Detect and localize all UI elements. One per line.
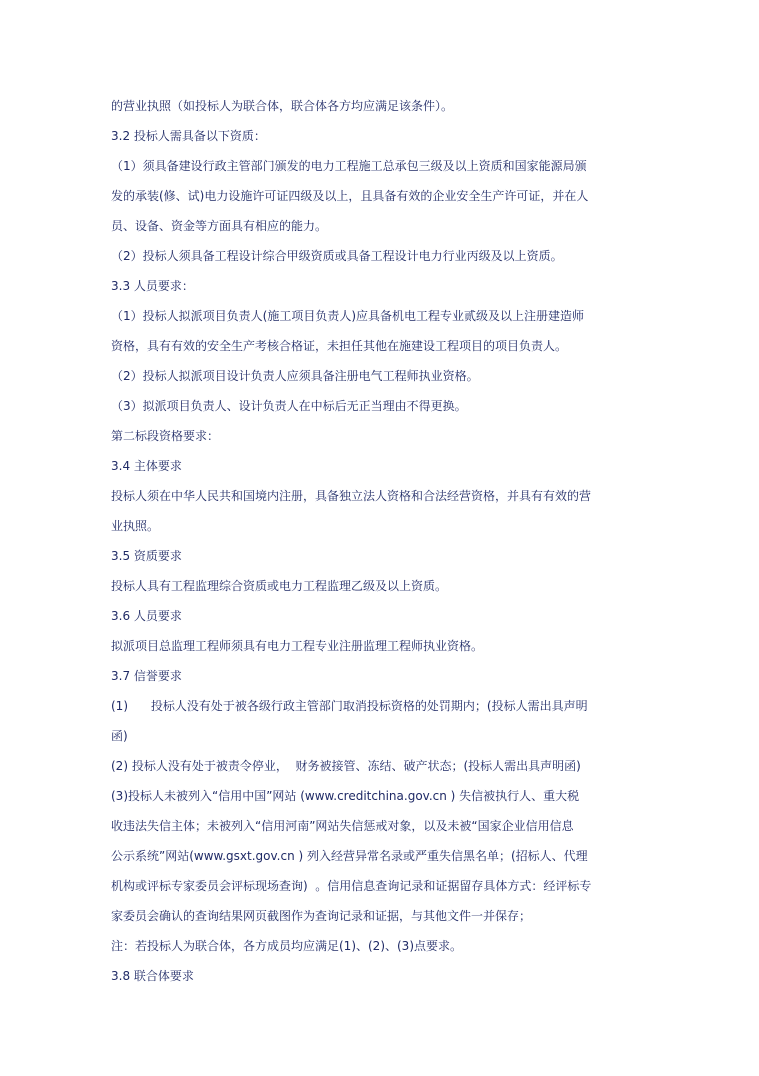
text-line: （1）须具备建设行政主管部门颁发的电力工程施工总承包三级及以上资质和国家能源局颁	[111, 159, 587, 173]
note-line: 注：若投标人为联合体，各方成员均应满足(1)、(2)、(3)点要求。	[111, 939, 462, 953]
text-line: 资格，具有有效的安全生产考核合格证，未担任其他在施建设工程项目的项目负责人。	[111, 339, 568, 353]
text-line: 业执照。	[111, 519, 160, 533]
text-line: 函)	[111, 729, 128, 743]
section-heading-3-4: 3.4 主体要求	[111, 459, 182, 473]
section-heading-3-3: 3.3 人员要求：	[111, 279, 194, 293]
text-line: （1）投标人拟派项目负责人(施工项目负责人)应具备机电工程专业贰级及以上注册建造师	[111, 309, 585, 323]
text-line: (3)投标人未被列入“信用中国”网站 (www.creditchina.gov.cn ) 失信被执行人、重大税	[111, 789, 580, 803]
section-heading-3-6: 3.6 人员要求	[111, 609, 182, 623]
text-line: (2) 投标人没有处于被责令停业， 财务被接管、冻结、破产状态；(投标人需出具声明函)	[111, 759, 581, 773]
section-heading-lot-2: 第二标段资格要求：	[111, 429, 220, 443]
section-heading-3-7: 3.7 信誉要求	[111, 669, 182, 683]
text-line: 的营业执照（如投标人为联合体，联合体各方均应满足该条件）。	[111, 99, 454, 113]
text-line: 机构或评标专家委员会评标现场查询) 。信用信息查询记录和证据留存具体方式：经评标专	[111, 879, 592, 893]
text-line: （3）拟派项目负责人、设计负责人在中标后无正当理由不得更换。	[111, 399, 467, 413]
text-line: (1) 投标人没有处于被各级行政主管部门取消投标资格的处罚期内；(投标人需出具声明	[111, 699, 588, 713]
text-line: 公示系统”网站(www.gsxt.gov.cn ) 列入经营异常名录或严重失信黑名单；(招标人、代理	[111, 849, 588, 863]
text-line: 投标人须在中华人民共和国境内注册，具备独立法人资格和合法经营资格，并具有有效的营	[111, 489, 592, 503]
text-line: 家委员会确认的查询结果网页截图作为查询记录和证据，与其他文件一并保存；	[111, 909, 532, 923]
text-line: （2）投标人须具备工程设计综合甲级资质或具备工程设计电力行业丙级及以上资质。	[111, 249, 563, 263]
text-line: 收违法失信主体；未被列入“信用河南”网站失信惩戒对象，以及未被“国家企业信用信息	[111, 819, 574, 833]
text-line: 发的承装(修、试)电力设施许可证四级及以上，且具备有效的企业安全生产许可证，并在人	[111, 189, 589, 203]
section-heading-3-5: 3.5 资质要求	[111, 549, 182, 563]
text-line: 员、设备、资金等方面具有相应的能力。	[111, 219, 328, 233]
section-heading-3-8: 3.8 联合体要求	[111, 969, 194, 983]
section-heading-3-2: 3.2 投标人需具备以下资质：	[111, 129, 266, 143]
text-line: 拟派项目总监理工程师须具有电力工程专业注册监理工程师执业资格。	[111, 639, 484, 653]
text-line: 投标人具有工程监理综合资质或电力工程监理乙级及以上资质。	[111, 579, 448, 593]
text-line: （2）投标人拟派项目设计负责人应须具备注册电气工程师执业资格。	[111, 369, 479, 383]
